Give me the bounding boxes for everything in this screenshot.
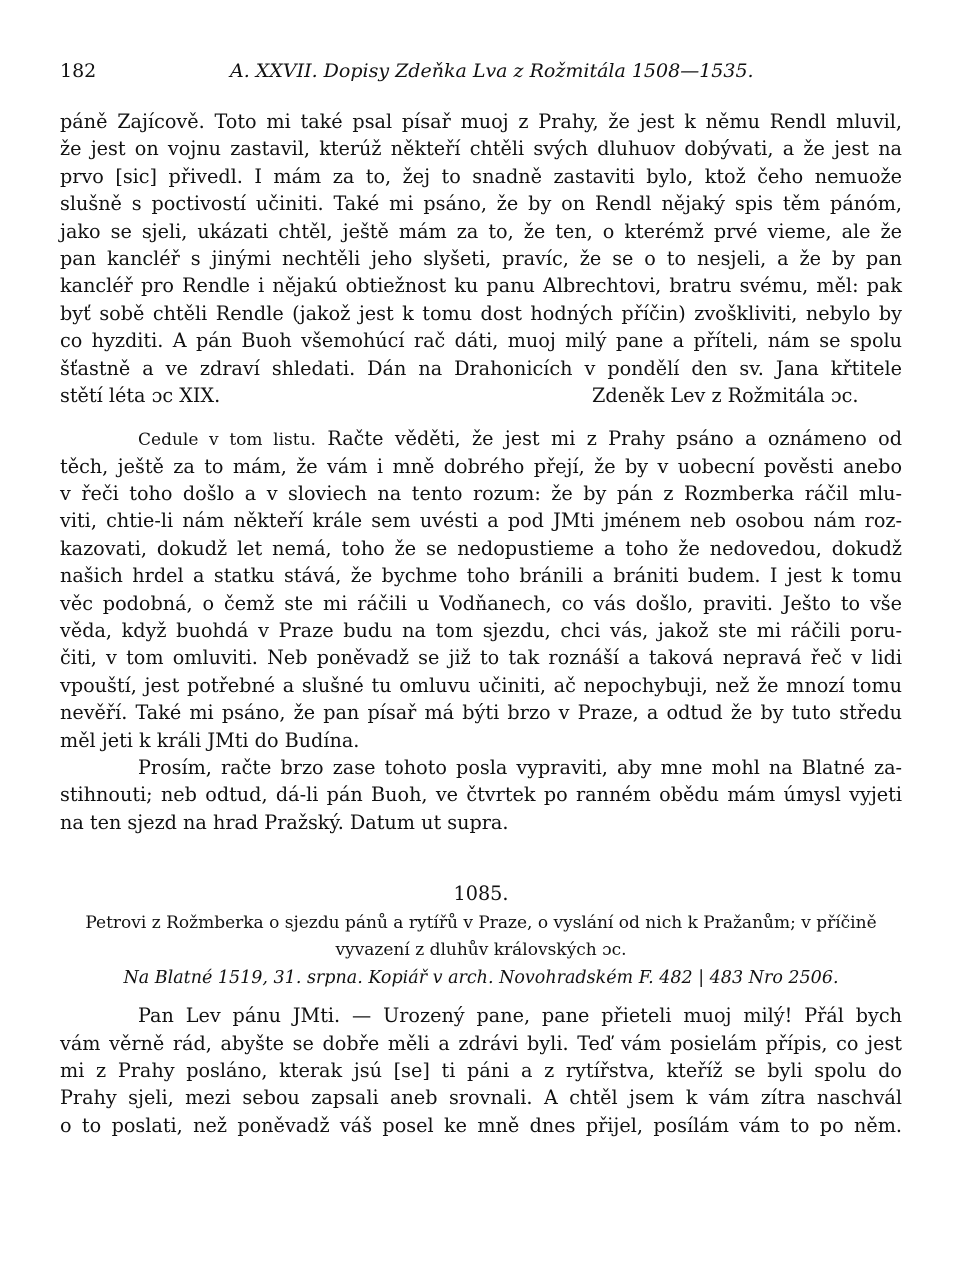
entry-source: Na Blatné 1519, 31. srpna. Kopiář v arch. Novohradském F. 482 | 483 Nro 2506. xyxy=(123,968,839,989)
entry-letter-paragraph xyxy=(60,1002,902,1139)
cedule-label: Cedule v tom listu. xyxy=(138,430,316,451)
text-line: vpouští, jest potřebné a slušné tu omluvu učiniti, ač nepochybuji, než že mnozí tomu xyxy=(60,673,902,697)
text-line: těch, ještě za to mám, že vám i mně dobrého přejí, že by v uobecní pověsti anebo xyxy=(60,454,902,478)
text-line: páně Zajícově. Toto mi také psal písař muoj z Prahy, že jest k němu Rendl mluvil, xyxy=(60,110,902,133)
text-line: věda, když buohdá v Praze budu na tom sjezdu, chci vás, jakož ste mi ráčili poru- xyxy=(60,619,902,643)
text-line: věc podobná, o čemž ste mi ráčili u Vodňanech, co vás došlo, praviti. Ješto to vše xyxy=(60,591,902,615)
summary-line: vyvazení z dluhův královských ɔc. xyxy=(335,940,627,961)
cedule-paragraph xyxy=(60,425,902,754)
text-line: mi z Prahy posláno, kterak jsú [se] ti páni a z rytířstva, kteříž se byli spolu do xyxy=(60,1058,902,1082)
text-line: slušně s poctivostí učiniti. Také mi psáno, že by on Rendl nějaký spis těm pánóm, xyxy=(60,192,902,216)
page-body xyxy=(60,108,902,1139)
signature: Zdeněk Lev z Rožmitála ɔc. xyxy=(592,383,859,407)
text-line: kancléř pro Rendle i nějakú obtiežnost ku panu Albrechtovi, bratru svému, měl: pak xyxy=(60,274,902,298)
letter-continued-paragraph xyxy=(60,108,902,409)
text-line: kazovati, dokudž let nemá, toho že se nedopustieme a toho že nedovedou, dokudž xyxy=(60,536,902,560)
page-header xyxy=(60,60,900,90)
running-title: A. XXVII. Dopisy Zdeňka Lva z Rožmitála 1508—1535. xyxy=(230,60,754,82)
text-line: co hyzditi. A pán Buoh všemohúcí rač dáti, muoj milý pane a příteli, nám se spolu xyxy=(60,329,902,353)
text-line: šťastně a ve zdraví shledati. Dán na Drahonicích v pondělí den sv. Jana křtitele xyxy=(60,356,902,380)
text-line: v řeči toho došlo a v sloviech na tento rozum: že by pán z Rozmberka ráčil mlu- xyxy=(60,482,902,506)
text-line: čiti, v tom omluviti. Neb poněvadž se již to tak roznáší a taková nepravá řeč v lidi xyxy=(60,646,902,670)
cedule-first-line xyxy=(60,425,902,452)
date-line: stětí léta ɔc XIX. xyxy=(60,383,221,407)
text-span: Račte věděti, že jest mi z Prahy psáno a oznámeno od xyxy=(327,427,902,451)
text-line: prvo [sic] přivedl. I mám za to, žej to snadně zastaviti bylo, ktož čeho nemuože xyxy=(60,164,902,188)
entry-summary xyxy=(60,910,902,964)
text-line: našich hrdel a statku stává, že bychme toho bránili a brániti budem. I jest k tomu xyxy=(60,564,902,588)
entry-number: 1085. xyxy=(453,882,509,906)
text-line: viti, chtie-li nám někteří krále sem uvésti a pod JMti jménem neb osobou nám roz- xyxy=(60,509,902,533)
summary-line: Petrovi z Rožmberka o sjezdu pánů a rytířů v Praze, o vyslání od nich k Pražanům; v příčině xyxy=(85,913,877,934)
text-line: nevěří. Také mi psáno, že pan písař má býti brzo v Praze, a odtud že by tuto středu xyxy=(60,701,902,725)
text-line: měl jeti k králi JMti do Budína. xyxy=(60,728,360,752)
cedule-paragraph-2 xyxy=(60,754,902,836)
text-line: o to poslati, než poněvadž váš posel ke mně dnes přijel, posílám vám to po něm. xyxy=(60,1113,902,1137)
text-line: na ten sjezd na hrad Pražský. Datum ut supra. xyxy=(60,810,509,834)
date-signature-row xyxy=(60,382,902,409)
text-line: byť sobě chtěli Rendle (jakož jest k tomu dost hodných příčin) zvoškliviti, nebylo by xyxy=(60,301,902,325)
text-line: že jest on vojnu zastavil, kterúž někteří chtěli svých dluhuov dobývati, a že jest na xyxy=(60,137,902,161)
text-line: Pan Lev pánu JMti. — Urozený pane, pane přieteli muoj milý! Přál bych xyxy=(138,1004,902,1028)
page-number: 182 xyxy=(60,60,97,82)
text-line: Prosím, račte brzo zase tohoto posla vypraviti, aby mne mohl na Blatné za- xyxy=(138,755,902,779)
text-line: jako se sjeli, ukázati chtěl, ještě mám za to, že ten, o kterémž prvé vieme, ale že xyxy=(60,219,902,243)
text-line: vám věrně rád, abyšte se dobře měli a zdrávi byli. Teď vám posielám přípis, co jest xyxy=(60,1031,902,1055)
text-line: stihnouti; neb odtud, dá-li pán Buoh, ve čtvrtek po ranném obědu mám úmysl vyjeti xyxy=(60,783,902,807)
text-line: pan kancléř s jinými nechtěli jeho slyšeti, pravíc, že se o to nesjeli, a že by pan xyxy=(60,246,902,270)
text-line: Prahy sjeli, mezi sebou zapsali aneb srovnali. A chtěl jsem k vám zítra naschvál xyxy=(60,1086,902,1110)
